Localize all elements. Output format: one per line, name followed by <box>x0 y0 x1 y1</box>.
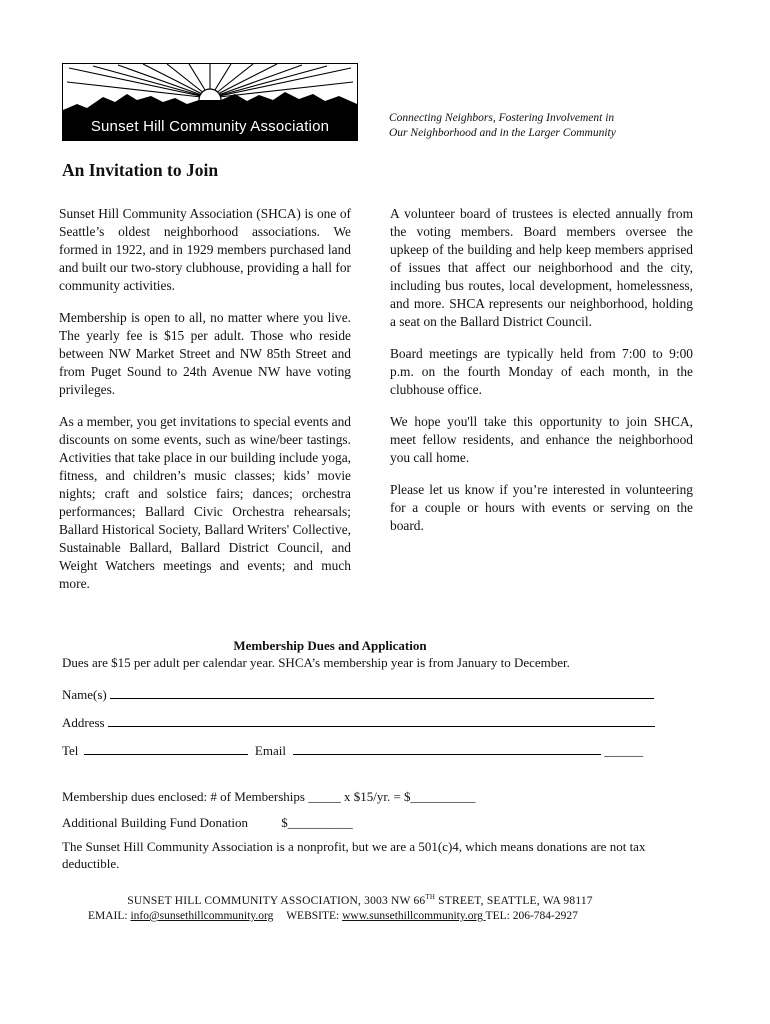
page-title: An Invitation to Join <box>62 160 219 180</box>
email-field[interactable] <box>293 742 601 755</box>
footer-address-part-1: SUNSET HILL COMMUNITY ASSOCIATION, 3003 NW 66 <box>127 894 426 907</box>
footer-website-link[interactable]: www.sunsethillcommunity.org <box>342 910 486 922</box>
volunteer-paragraph: Please let us know if you’re interested in volunteering for a couple or hours with events or serving on the board. <box>390 482 693 533</box>
dues-enclosed-row <box>62 789 476 805</box>
membership-rest: , no matter where you live. The yearly fee is $15 per adult. Those who reside between NW Market Street and NW 85th Street and from Puget Sound to 24th Avenue NW have voting privileges. <box>59 310 352 397</box>
membership-paragraph <box>59 309 351 399</box>
tagline-line-2: Our Neighborhood and in the Larger Community <box>389 127 616 139</box>
dues-total-field[interactable]: __________ <box>410 789 476 804</box>
memberships-count-field[interactable]: _____ <box>308 789 341 804</box>
address-row <box>62 714 655 731</box>
left-column <box>59 205 351 607</box>
names-field[interactable] <box>110 686 654 699</box>
email-label: Email <box>254 743 286 758</box>
invitation-paragraph: We hope you'll take this opportunity to join SHCA, meet fellow residents, and enhance the neighborhood you call home. <box>390 414 693 465</box>
footer-contact <box>88 910 578 922</box>
history-paragraph: Sunset Hill Community Association (SHCA) is one of Seattle’s oldest neighborhood associations. We formed in 1922, and in 1929 members purchased land and built our two-story clubhouse, providing a hall for community activities. <box>59 206 351 293</box>
benefits-paragraph: As a member, you get invitations to special events and discounts on some events, such as wine/beer tastings. Activities that take place in our building include yoga, fitness, and children’s music classes; kids’ movie nights; craft and solstice fairs; dances; orchestra performances; Ballard Civic Orchestra rehearsals; Ballard Historical Society, Ballard Writers' Collective, Sustainable Ballard, Ballard District Council, and Weight Watchers meetings and events; and much more. <box>59 414 351 591</box>
footer-email-label: EMAIL: <box>88 910 131 922</box>
address-label: Address <box>62 715 105 730</box>
footer-address-part-2: STREET, SEATTLE, WA 98117 <box>435 894 593 907</box>
tel-email-row <box>62 742 643 759</box>
dues-heading: Membership Dues and Application <box>233 638 427 653</box>
footer-address <box>0 893 720 907</box>
nonprofit-note: The Sunset Hill Community Association is a nonprofit, but we are a 501(c)4, which means donations are not tax deductible. <box>62 839 646 871</box>
footer-address-sup: TH <box>425 893 436 901</box>
tagline <box>389 111 616 141</box>
logo <box>62 63 358 141</box>
board-paragraph: A volunteer board of trustees is elected annually from the voting members. Board members oversee the upkeep of the building and help keep members apprised of issues that affect our neighborhood and the city, including bus routes, local development, homelessness, and more. SHCA represents our neighborhood, holding a seat on the Ballard District Council. <box>390 206 693 329</box>
logo-text: Sunset Hill Community Association <box>90 118 330 135</box>
footer-website-label: WEBSITE: <box>286 910 343 922</box>
footer-email-link[interactable]: info@sunsethillcommunity.org <box>130 910 274 922</box>
names-label: Name(s) <box>62 687 107 702</box>
email-trailing-blank: ______ <box>604 743 644 758</box>
dues-description: Dues are $15 per adult per calendar year. SHCA’s membership year is from January to December. <box>62 655 570 670</box>
dues-enclosed-label: Membership dues enclosed: # of Memberships <box>62 789 305 804</box>
address-field[interactable] <box>108 714 655 727</box>
footer-tel: TEL: 206-784-2927 <box>485 910 578 922</box>
donation-label: Additional Building Fund Donation <box>62 815 248 830</box>
dues-rate: x $15/yr. = $ <box>343 789 411 804</box>
donation-field[interactable]: $__________ <box>281 815 353 830</box>
membership-lead: Membership is open to all <box>59 310 203 325</box>
tagline-line-1: Connecting Neighbors, Fostering Involvement in <box>389 112 615 124</box>
names-row <box>62 686 654 703</box>
donation-row <box>62 815 353 831</box>
right-column <box>390 205 693 549</box>
tel-field[interactable] <box>84 742 248 755</box>
meetings-paragraph: Board meetings are typically held from 7:00 to 9:00 p.m. on the fourth Monday of each month, in the clubhouse office. <box>390 346 693 397</box>
tel-label: Tel <box>62 743 79 758</box>
